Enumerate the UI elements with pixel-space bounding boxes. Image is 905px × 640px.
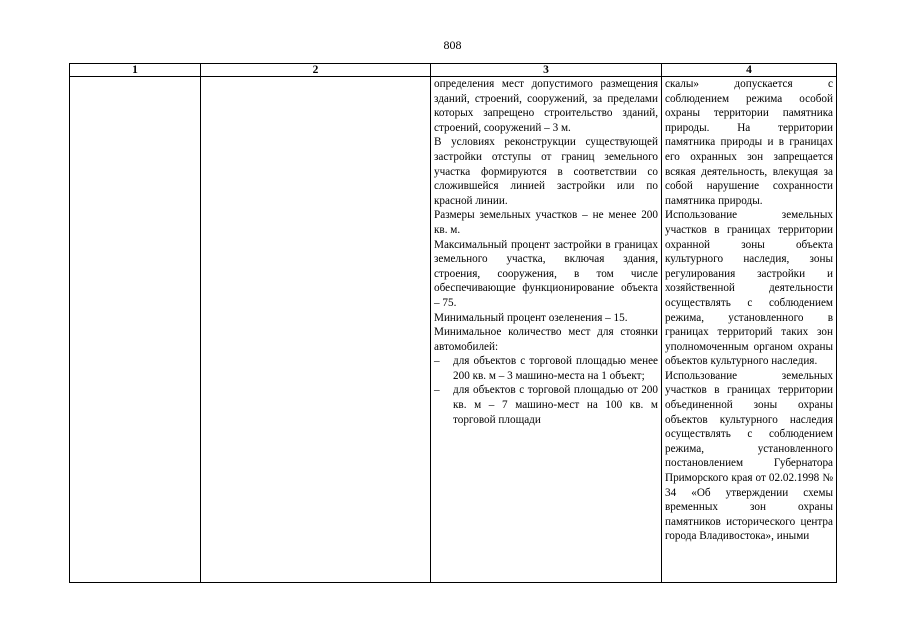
column-header-3: 3 xyxy=(431,64,662,77)
cell-column-4 xyxy=(662,77,837,583)
table-header-row xyxy=(70,64,837,77)
cell-column-3 xyxy=(431,77,662,583)
column-header-1: 1 xyxy=(70,64,201,77)
list-item-text: для объектов с торговой площадью менее 200 кв. м – 3 машино-места на 1 объект; xyxy=(453,355,658,382)
document-table xyxy=(69,63,837,583)
col3-paragraph: Минимальный процент озеленения – 15. xyxy=(434,311,628,324)
col3-paragraph: определения мест допустимого размещения зданий, строений, сооружений, за пределами которых запрещено строительство зданий, строений, сооружений – 3 м. xyxy=(434,78,658,134)
table-row xyxy=(70,77,837,583)
cell-column-1 xyxy=(70,77,201,583)
list-item xyxy=(434,383,658,427)
column-header-4: 4 xyxy=(662,64,837,77)
col3-paragraph: Минимальное количество мест для стоянки автомобилей: xyxy=(434,326,658,353)
list-item-text: для объектов с торговой площадью от 200 кв. м – 7 машино-мест на 100 кв. м торговой площади xyxy=(453,384,658,426)
dash-marker: – xyxy=(434,355,440,368)
page-number: 808 xyxy=(443,38,462,52)
col4-paragraph: скалы» допускается с соблюдением режима особой охраны территории памятника природы. На территории памятника природы и в границах его охранных зон запрещается всякая деятельность, влекущая за собой нарушение сохранности памятника природы. xyxy=(665,78,833,207)
cell-column-2 xyxy=(201,77,431,583)
col4-paragraph: Использование земельных участков в границах территории охранной зоны объекта культурного наследия, зоны регулирования застройки и хозяйственной деятельности осуществлять с соблюдением режима, установленного в границах территорий таких зон уполномоченным органом охраны объектов культурного наследия. xyxy=(665,209,833,368)
col3-paragraph: Размеры земельных участков – не менее 200 кв. м. xyxy=(434,209,658,236)
list-item xyxy=(434,354,658,383)
col4-paragraph: Использование земельных участков в границах территории объединенной зоны охраны объектов культурного наследия осуществлять с соблюдением режима, установленного постановлением Губернатора Приморского края от 02.02.1998 № 34 «Об утверждении схемы временных зон охраны памятников исторического центра города Владивостока», иными xyxy=(665,369,833,543)
col3-paragraph: В условиях реконструкции существующей застройки отступы от границ земельного участка формируются в соответствии со сложившейся линией застройки или по красной линии. xyxy=(434,136,658,207)
col3-paragraph: Максимальный процент застройки в границах земельного участка, включая здания, строения, сооружения, в том числе обеспечивающие функционирование объекта – 75. xyxy=(434,238,658,309)
parking-requirements-list xyxy=(434,354,658,427)
column-header-2: 2 xyxy=(201,64,431,77)
dash-marker: – xyxy=(434,384,440,397)
